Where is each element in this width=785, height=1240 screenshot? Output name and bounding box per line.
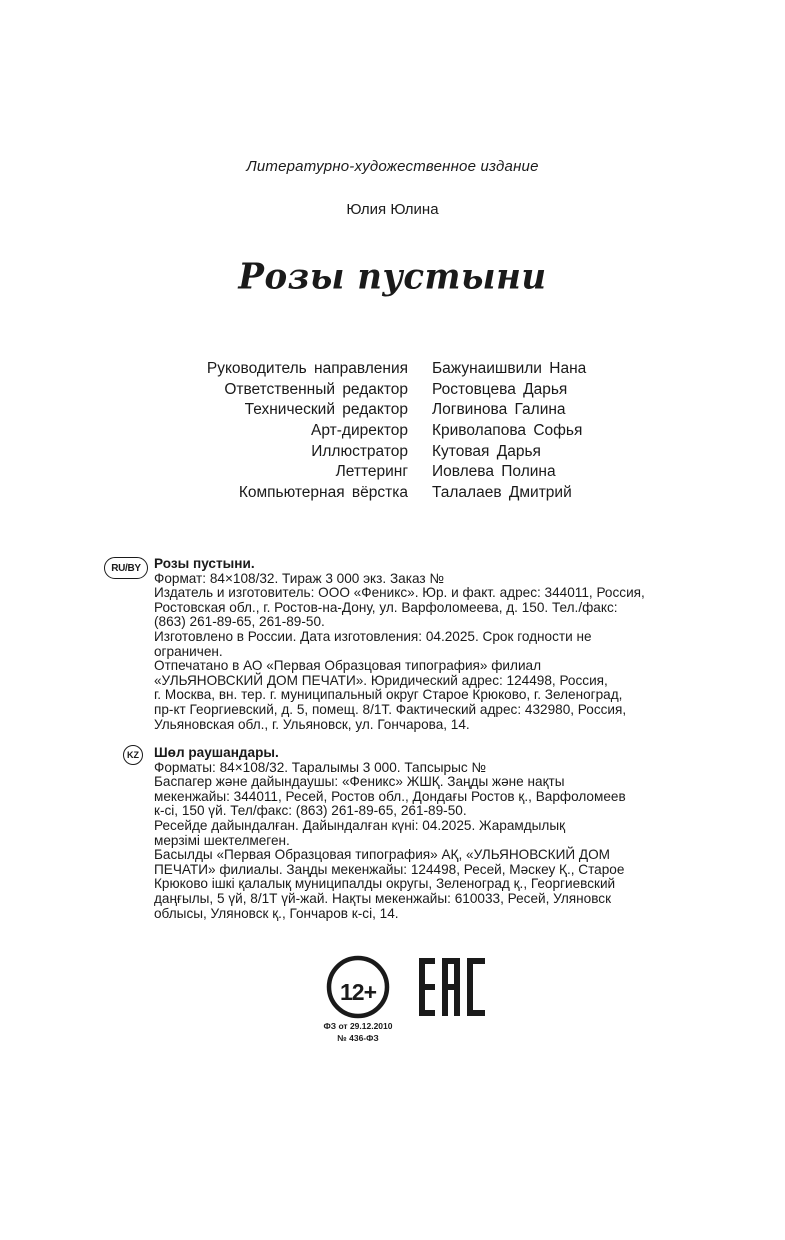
credit-name: Бажунаишвили Нана bbox=[432, 360, 587, 377]
credit-role: Руководитель направления bbox=[206, 360, 408, 377]
credit-role: Арт-директор bbox=[311, 422, 408, 440]
imprint-line: Басылды «Первая Образцовая типография» АҚ, «УЛЬЯНОВСКИЙ ДОМ bbox=[154, 847, 610, 863]
imprint-title: Шөл раушандары. bbox=[154, 745, 279, 760]
imprint-line: пр-кт Георгиевский, д. 5, помещ. 8/1Т. Фактический адрес: 432980, Россия, bbox=[154, 701, 627, 717]
law-reference-line: № 436-ФЗ bbox=[337, 1032, 379, 1043]
imprint-line: г. Москва, вн. тер. г. муниципальный округ Старое Крюково, г. Зеленоград, bbox=[154, 687, 623, 703]
credit-name: Талалаев Дмитрий bbox=[432, 484, 572, 502]
credits-list bbox=[0, 360, 785, 505]
credit-row bbox=[0, 401, 785, 422]
credit-role: Иллюстратор bbox=[311, 442, 408, 460]
imprint-line: облысы, Уляновск қ., Гончаров к-сі, 14. bbox=[154, 905, 399, 921]
imprint-line: Форматы: 84×108/32. Таралымы 3 000. Тапсырыс № bbox=[154, 759, 487, 775]
imprint-line: Изготовлено в России. Дата изготовления: 04.2025. Срок годности не bbox=[154, 628, 592, 644]
credit-role: Ответственный редактор bbox=[224, 380, 408, 398]
law-reference-line: ФЗ от 29.12.2010 bbox=[323, 1021, 393, 1031]
credit-row bbox=[0, 443, 785, 464]
credit-role: Технический редактор bbox=[244, 401, 408, 419]
imprint-title: Розы пустыни. bbox=[154, 556, 255, 571]
imprint-line: Издатель и изготовитель: ООО «Феникс». Юр. и факт. адрес: 344011, Россия, bbox=[154, 585, 645, 601]
imprint-line: к-сі, 150 үй. Тел/факс: (863) 261-89-65, 261-89-50. bbox=[154, 803, 467, 819]
age-rating-text: 12+ bbox=[339, 979, 376, 1005]
imprint-line: Ростовская обл., г. Ростов-на-Дону, ул. Варфоломеева, д. 150. Тел./факс: bbox=[154, 599, 618, 615]
imprint-kazakh bbox=[154, 746, 694, 921]
edition-type: Литературно-художественное издание bbox=[246, 158, 539, 175]
book-title: Розы пустыни bbox=[238, 256, 547, 298]
law-reference bbox=[300, 1021, 416, 1044]
credit-role: Леттеринг bbox=[335, 463, 408, 481]
kz-language-badge: KZ bbox=[123, 745, 143, 765]
imprint-russian bbox=[154, 557, 694, 732]
imprint-line: ограничен. bbox=[154, 643, 223, 659]
credit-name: Криволапова Софья bbox=[432, 422, 583, 440]
imprint-line: мерзімі шектелмеген. bbox=[154, 832, 290, 848]
imprint-line: «УЛЬЯНОВСКИЙ ДОМ ПЕЧАТИ». Юридический адрес: 124498, Россия, bbox=[154, 672, 608, 688]
credit-name: Ростовцева Дарья bbox=[432, 380, 568, 398]
imprint-line: Ульяновская обл., г. Ульяновск, ул. Гончарова, 14. bbox=[154, 716, 470, 732]
credit-row bbox=[0, 360, 785, 381]
imprint-line: Формат: 84×108/32. Тираж 3 000 экз. Заказ № bbox=[154, 570, 444, 586]
imprint-line: Крюково ішкі қалалық муниципалды округы, Зеленоград қ., Георгиевский bbox=[154, 876, 616, 892]
credit-name: Иовлева Полина bbox=[432, 463, 556, 481]
author-name: Юлия Юлина bbox=[346, 201, 439, 218]
credit-row bbox=[0, 484, 785, 505]
credit-role: Компьютерная вёрстка bbox=[238, 484, 408, 502]
imprint-line: Отпечатано в АО «Первая Образцовая типография» филиал bbox=[154, 658, 542, 674]
credit-row bbox=[0, 422, 785, 443]
ru-by-language-badge: RU/BY bbox=[104, 557, 148, 579]
credit-name: Логвинова Галина bbox=[432, 401, 566, 419]
imprint-line: мекенжайы: 344011, Ресей, Ростов обл., Дондағы Ростов қ., Варфоломеев bbox=[154, 788, 626, 804]
imprint-line: (863) 261-89-65, 261-89-50. bbox=[154, 614, 325, 630]
imprint-line: Ресейде дайындалған. Дайындалған күні: 04.2025. Жарамдылық bbox=[154, 817, 566, 833]
credit-row bbox=[0, 463, 785, 484]
imprint-line: ПЕЧАТИ» филиалы. Заңды мекенжайы: 124498, Ресей, Мәскеу Қ., Старое bbox=[154, 861, 625, 877]
imprint-line: даңғылы, 5 үй, 8/1Т үй-жай. Нақты мекенжайы: 610033, Ресей, Уляновск bbox=[154, 890, 612, 906]
credit-row bbox=[0, 381, 785, 402]
credit-name: Кутовая Дарья bbox=[432, 442, 541, 460]
imprint-line: Баспагер және дайындаушы: «Феникс» ЖШҚ. Заңды және нақты bbox=[154, 774, 565, 790]
eac-certification-icon bbox=[419, 958, 485, 1016]
